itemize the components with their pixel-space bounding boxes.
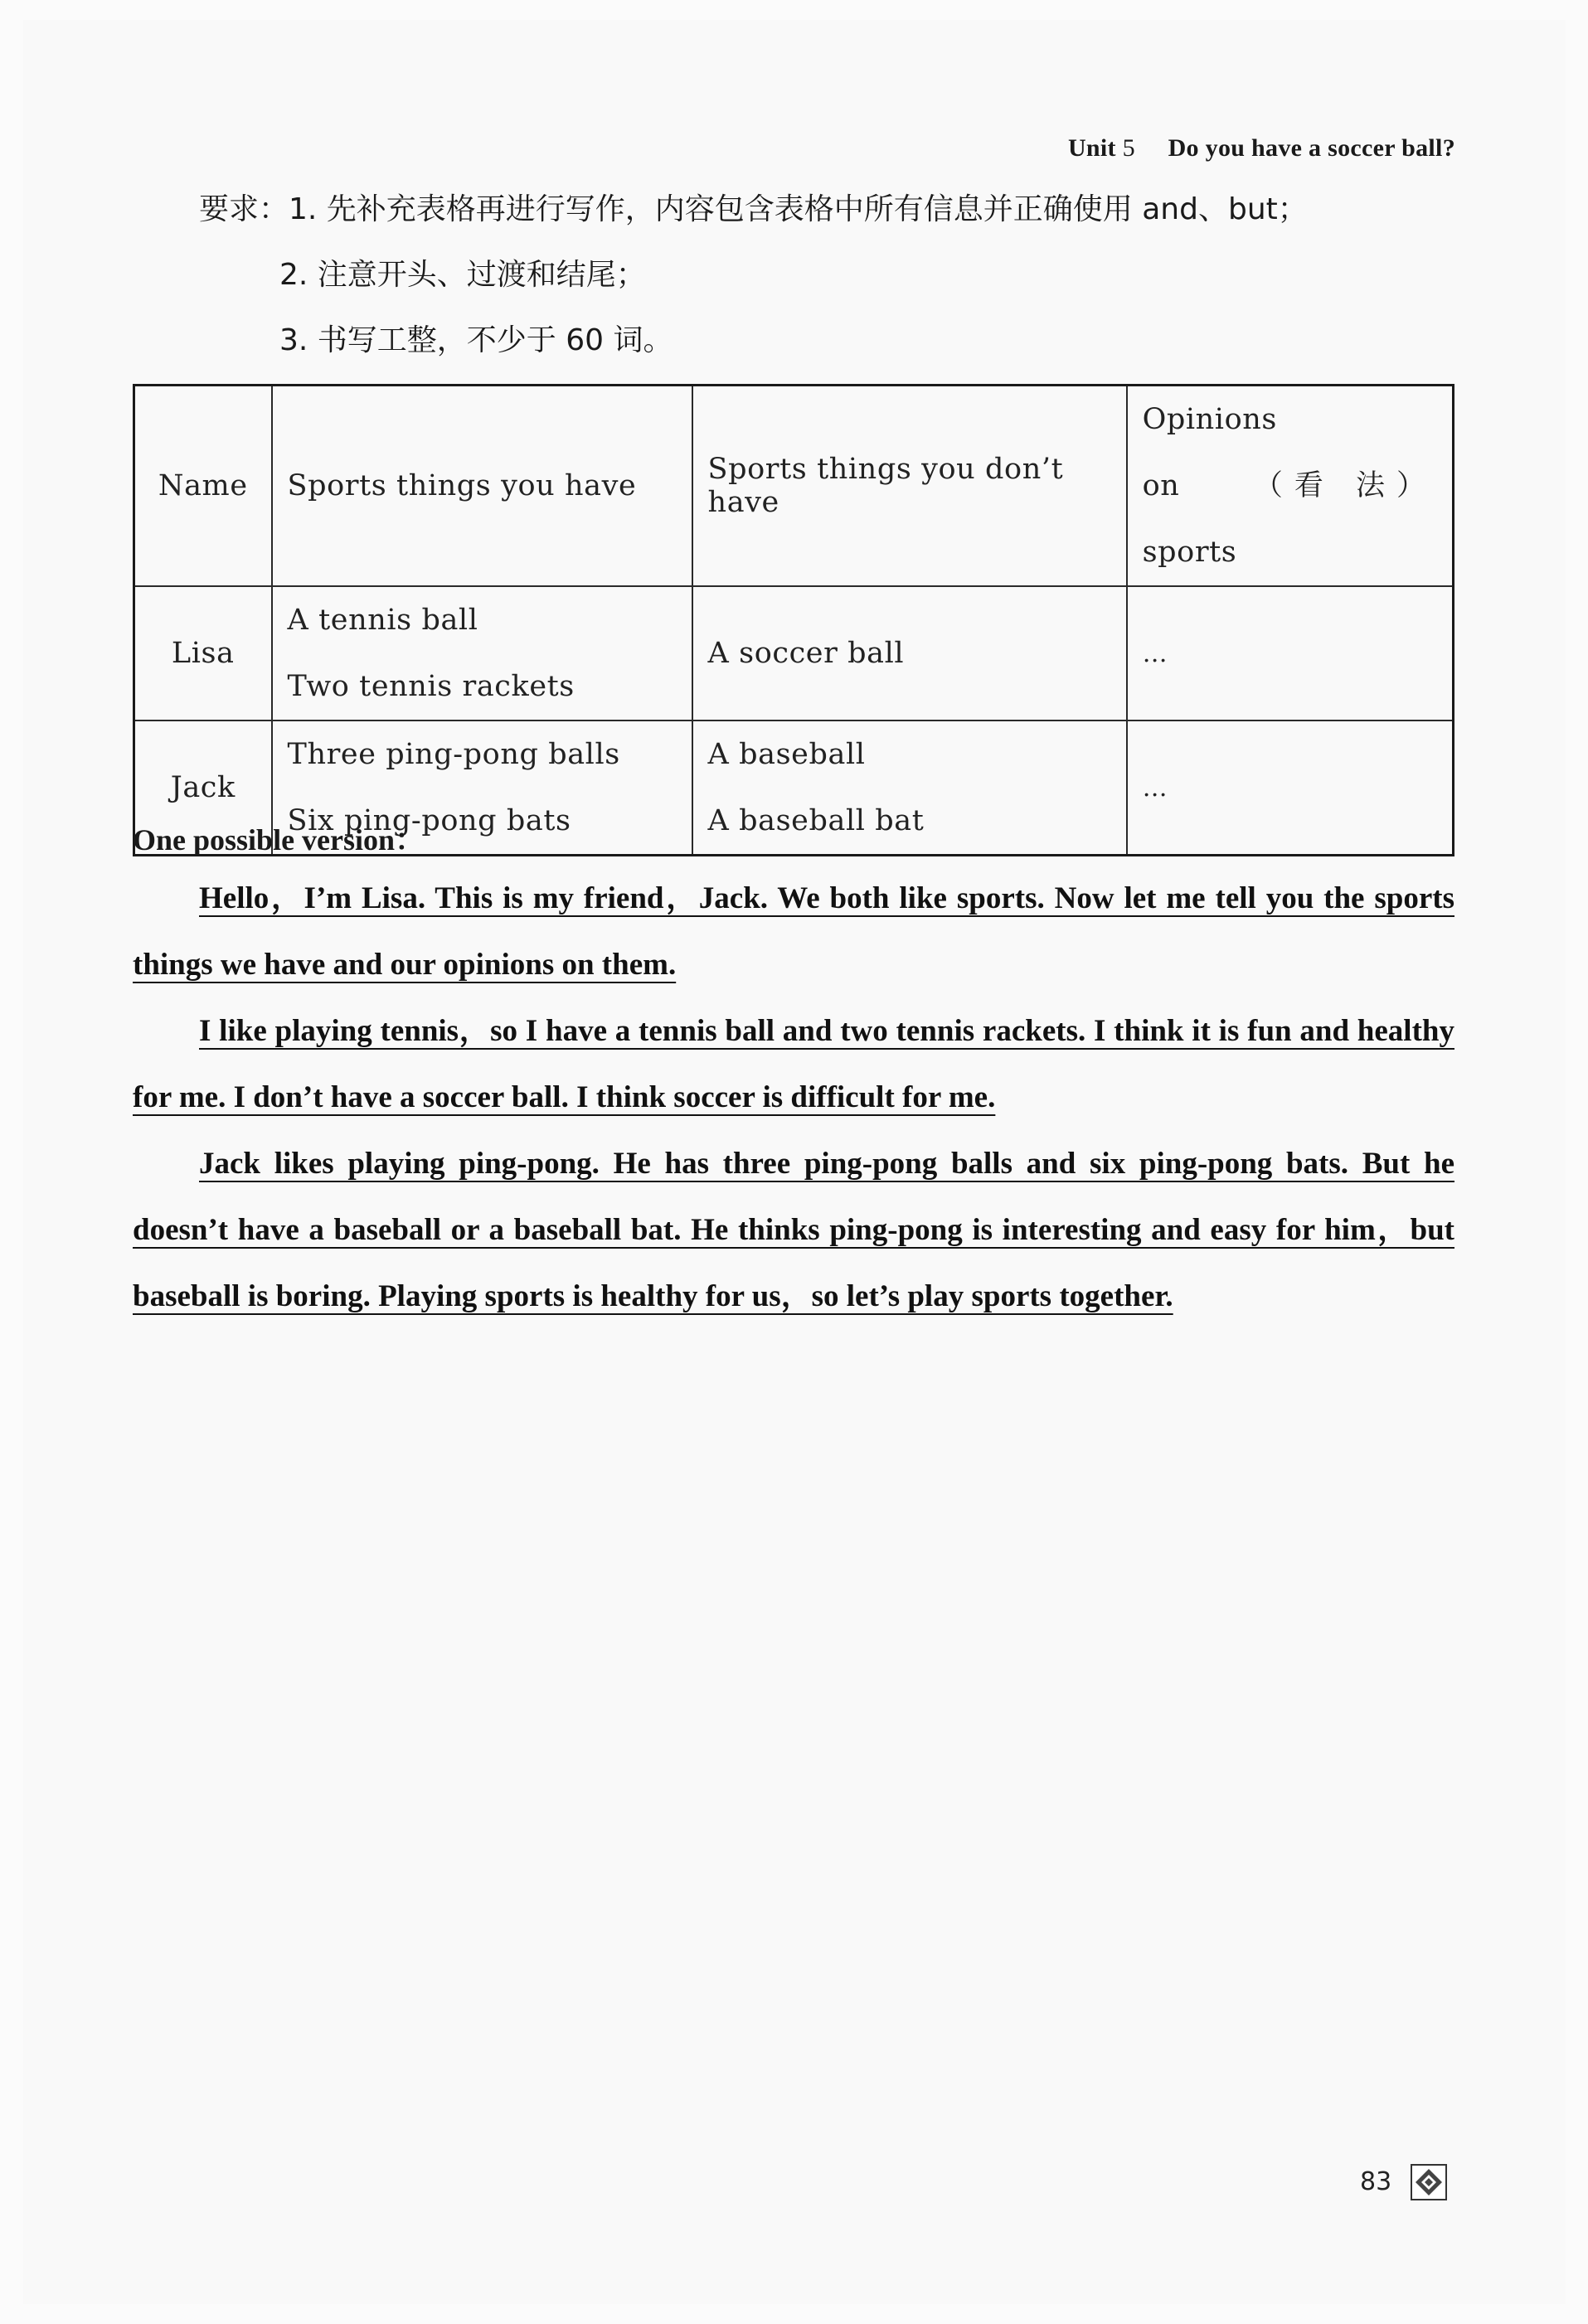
requirement-1: 要求：1. 先补充表格再进行写作，内容包含表格中所有信息并正确使用 and、but；: [199, 192, 1308, 226]
header-have: Sports things you have: [272, 386, 692, 587]
row-dont-have: [692, 586, 1127, 720]
have-item: A tennis ball: [287, 604, 478, 637]
dont-have-item: A baseball bat: [707, 804, 925, 837]
unit-label: Unit: [1067, 134, 1116, 162]
row-name: Jack: [134, 720, 272, 856]
row-name: Lisa: [134, 586, 272, 720]
answer-title: One possible version：: [133, 823, 425, 856]
essay-paragraph: Jack likes playing ping-pong. He has three ping-pong balls and six ping-pong bats. But he doesn’t have a baseball or a baseball bat. He thinks ping-pong is interesting and easy for him，but baseball is boring. Playing sports is healthy for us，so let’s play sports together.: [133, 1147, 1454, 1313]
table-row: [134, 586, 1454, 720]
table-header-row: [134, 386, 1454, 587]
requirement-2: 2. 注意开头、过渡和结尾；: [279, 258, 646, 292]
sample-essay: [133, 866, 1454, 1330]
row-have: [272, 586, 692, 720]
unit-title: Do you have a soccer ball?: [1168, 134, 1455, 162]
header-opinions-cn: （看 法）: [1253, 469, 1437, 502]
header-opinions: [1127, 386, 1454, 587]
essay-paragraph: Hello，I’m Lisa. This is my friend，Jack. We both like sports. Now let me tell you the sports things we have and our opinions on them.: [133, 881, 1454, 982]
header-name: Name: [134, 386, 272, 587]
header-dont-have: Sports things you don’t have: [692, 386, 1127, 587]
dont-have-item: A soccer ball: [707, 637, 905, 670]
have-item: Two tennis rackets: [287, 670, 575, 703]
essay-paragraph: I like playing tennis，so I have a tennis ball and two tennis rackets. I think it is fun and healthy for me. I don’t have a soccer ball. I think soccer is difficult for me.: [133, 1014, 1454, 1114]
unit-number: 5: [1122, 134, 1135, 162]
row-dont-have: [692, 720, 1127, 856]
have-item: Three ping-pong balls: [287, 738, 620, 771]
row-opinions: …: [1127, 720, 1454, 856]
header-opinions-line2: on sports: [1142, 469, 1237, 569]
sports-table: [133, 384, 1454, 856]
row-opinions: …: [1127, 586, 1454, 720]
dont-have-item: A baseball: [707, 738, 866, 771]
running-head: [1068, 134, 1455, 163]
have-item: Six ping-pong bats: [287, 804, 571, 837]
diamond-in-box-icon: [1410, 2163, 1448, 2201]
requirement-3: 3. 书写工整，不少于 60 词。: [279, 323, 673, 357]
page-number: 83: [1360, 2167, 1392, 2196]
header-opinions-en: Opinions: [1142, 403, 1277, 436]
